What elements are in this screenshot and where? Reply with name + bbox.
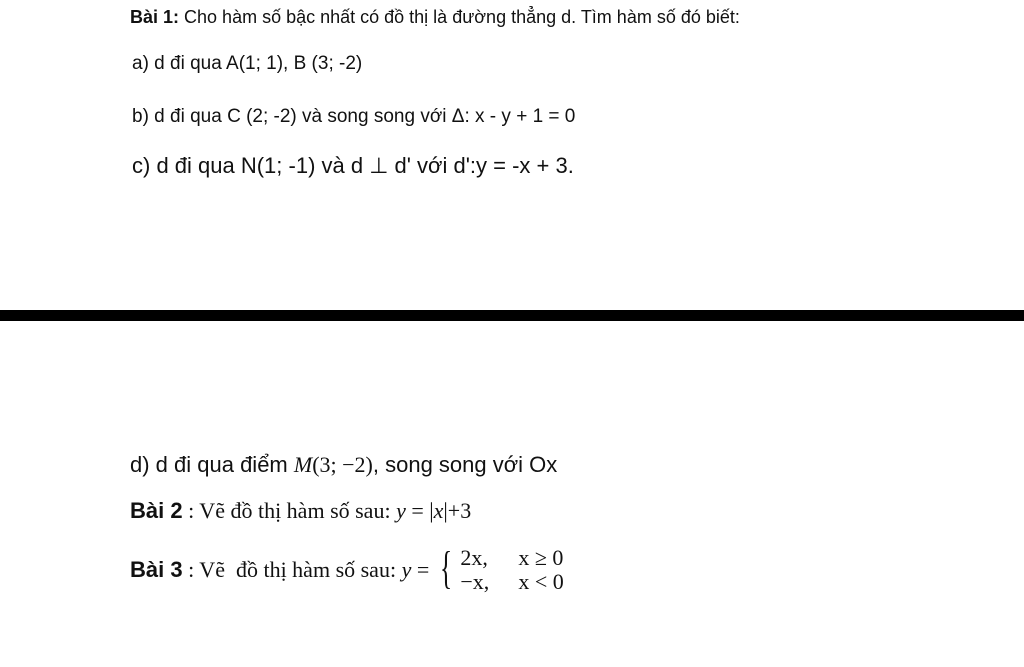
item-d-math-rest: (3; −2) [312, 452, 373, 477]
piecewise-row-2 [460, 570, 563, 594]
piecewise-rows [460, 546, 563, 594]
bai1-heading [130, 7, 740, 28]
item-a: a) d đi qua A(1; 1), B (3; -2) [132, 53, 363, 74]
bai2-y: y [396, 498, 406, 523]
item-c: c) d đi qua N(1; -1) và d ⊥ d' với d':y = -x + 3. [132, 153, 574, 178]
bai3-eq: = [411, 557, 435, 582]
bai1-label: Bài 1: [130, 7, 180, 27]
bai3-y: y [401, 557, 412, 582]
piecewise-function [435, 542, 564, 594]
item-d-prefix: d) d đi qua điểm [130, 452, 294, 477]
bai2-text: : Vẽ đồ thị hàm số sau: [182, 498, 397, 523]
piecewise-row-1 [460, 546, 563, 570]
piecewise-brace: { [439, 542, 452, 593]
item-b: b) d đi qua C (2; -2) và song song với Δ: x - y + 1 = 0 [132, 106, 576, 127]
bai2-eq: = | [405, 498, 434, 523]
row1-expr: 2x, [460, 545, 488, 570]
row1-cond: x ≥ 0 [518, 545, 564, 570]
bai2-line [130, 498, 471, 524]
bai2-x: x [433, 498, 444, 523]
bai3-label: Bài 3 [130, 557, 183, 582]
row2-cond: x < 0 [518, 569, 564, 594]
item-d [130, 452, 557, 478]
item-d-math-var: M [293, 452, 313, 477]
page-divider [0, 310, 1024, 321]
bai3-line [130, 542, 564, 598]
bai3-text: : Vẽ đồ thị hàm số sau: [182, 557, 402, 582]
bai1-text: Cho hàm số bậc nhất có đồ thị là đường thẳng d. Tìm hàm số đó biết: [179, 7, 740, 27]
item-d-suffix: , song song với Ox [372, 452, 558, 477]
bai2-tail: |+3 [443, 498, 472, 523]
bai2-label: Bài 2 [130, 498, 183, 523]
row2-expr: −x, [460, 569, 490, 594]
